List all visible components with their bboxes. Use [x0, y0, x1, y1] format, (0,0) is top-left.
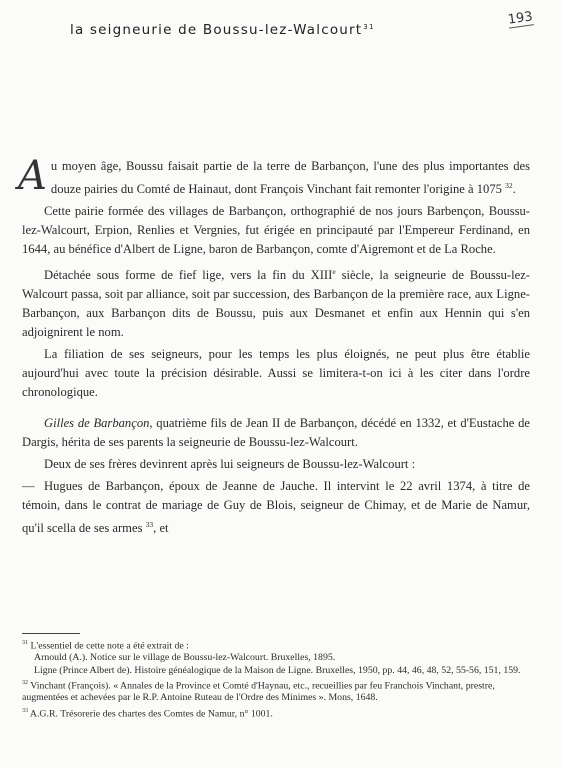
paragraph-2: Cette pairie formée des villages de Barbançon, orthographié de nos jours Barbençon, Boussu-lez-Walcourt, Erpion, Renlies et Vergnies, fut érigée en principauté par l'Empereur Ferdinand, en 1644, au bénéfice d'Albert de Ligne, baron de Barbançon, comte d'Aigremont et de La Roche.	[22, 204, 530, 257]
lord-name: Gilles de Barbançon	[44, 416, 150, 431]
footnote-33-text: A.G.R. Trésorerie des chartes des Comtes de Namur, n° 1001.	[28, 707, 273, 719]
paragraph-7	[22, 477, 530, 538]
footnote-33-number: 33	[22, 707, 28, 714]
footnote-33	[22, 705, 532, 720]
paragraph-3	[22, 262, 530, 342]
page-title-text: la seigneurie de Boussu-lez-Walcourt	[70, 22, 363, 38]
paragraph-1: Au moyen âge, Boussu faisait partie de la terre de Barbançon, l'une des plus importantes des douze pairies du Comté de Hainaut, dont François Vinchant fait remonter l'origine à 1075 $^{32}$.	[18, 153, 530, 199]
paragraph-3-end: siècle, la seigneurie de Boussu-lez-Walcourt passa, soit par alliance, soit par succession, des Barbançon de la première race, aux Ligne-Barbançon, aux Barbançon dits de Boussu, puis aux Desmanet et enfin aux Hennin qui s'en adjoignirent le nom.	[22, 268, 530, 340]
title-footnote-ref: 31	[363, 22, 375, 31]
footnote-divider	[22, 633, 80, 634]
century-superscript: e	[332, 267, 336, 277]
footnote-32-text: Vinchant (François). « Annales de la Province et Comté d'Haynau, etc., recueillies par feu Franchois Vinchant, prestre, augmentées et achevées par le R.P. Antoine Ruteau de l'Ordre des Minimes ». Mons, 1648.	[22, 680, 495, 704]
footnote-31-number: 31	[22, 640, 28, 646]
footnote-31-text: L'essentiel de cette note a été extrait de :	[28, 640, 189, 652]
footnote-31	[22, 637, 532, 652]
drop-cap: A	[18, 153, 47, 199]
main-text	[18, 153, 531, 542]
footnote-ref-32: 32	[505, 181, 513, 190]
paragraph-5-text: , quatrième fils de Jean II de Barbançon, décédé en 1332, et d'Eustache de Dargis, hérita de ses parents la seigneurie de Boussu-lez-Walcourt.	[22, 416, 531, 450]
footnote-32	[22, 677, 532, 705]
footnotes	[22, 637, 532, 720]
paragraph-5	[22, 414, 530, 452]
paragraph-6: Deux de ses frères devinrent après lui seigneurs de Boussu-lez-Walcourt :	[44, 457, 416, 472]
list-dash: —	[22, 479, 35, 494]
footnote-31-source-a: Arnould (A.). Notice sur le village de Boussu-lez-Walcourt. Bruxelles, 1895.	[34, 652, 336, 664]
page-number: 193	[506, 9, 534, 28]
paragraph-1-text: u moyen âge, Boussu faisait partie de la terre de Barbançon, l'une des plus importantes des douze pairies du Comté de Hainaut, dont François Vinchant fait remonter l'origine à 1075	[50, 159, 530, 197]
paragraph-7-text: Hugues de Barbançon, époux de Jeanne de Jauche. Il intervint le 22 avril 1374, à titre de témoin, dans le contrat de mariage de Guy de Blois, seigneur de Chimay, et de Marie de Namur, qu'il scella de ses armes	[22, 479, 530, 536]
paragraph-3-start: Détachée sous forme de fief lige, vers la fin du XIII	[44, 268, 333, 283]
paragraph-7-tail: , et	[153, 521, 169, 536]
page-title	[70, 22, 375, 38]
footnote-31-source-b: Ligne (Prince Albert de). Histoire généalogique de la Maison de Ligne. Bruxelles, 1950, pp. 44, 46, 48, 52, 55-56, 151, 159.	[34, 664, 521, 676]
footnote-ref-33: 33	[145, 520, 154, 530]
paragraph-4: La filiation de ses seigneurs, pour les temps les plus éloignés, ne peut plus être établie aujourd'hui avec toute la précision désirable. Aussi se limitera-t-on ici à les citer dans l'ordre chronologique.	[22, 347, 530, 400]
footnote-32-number: 32	[22, 679, 28, 686]
